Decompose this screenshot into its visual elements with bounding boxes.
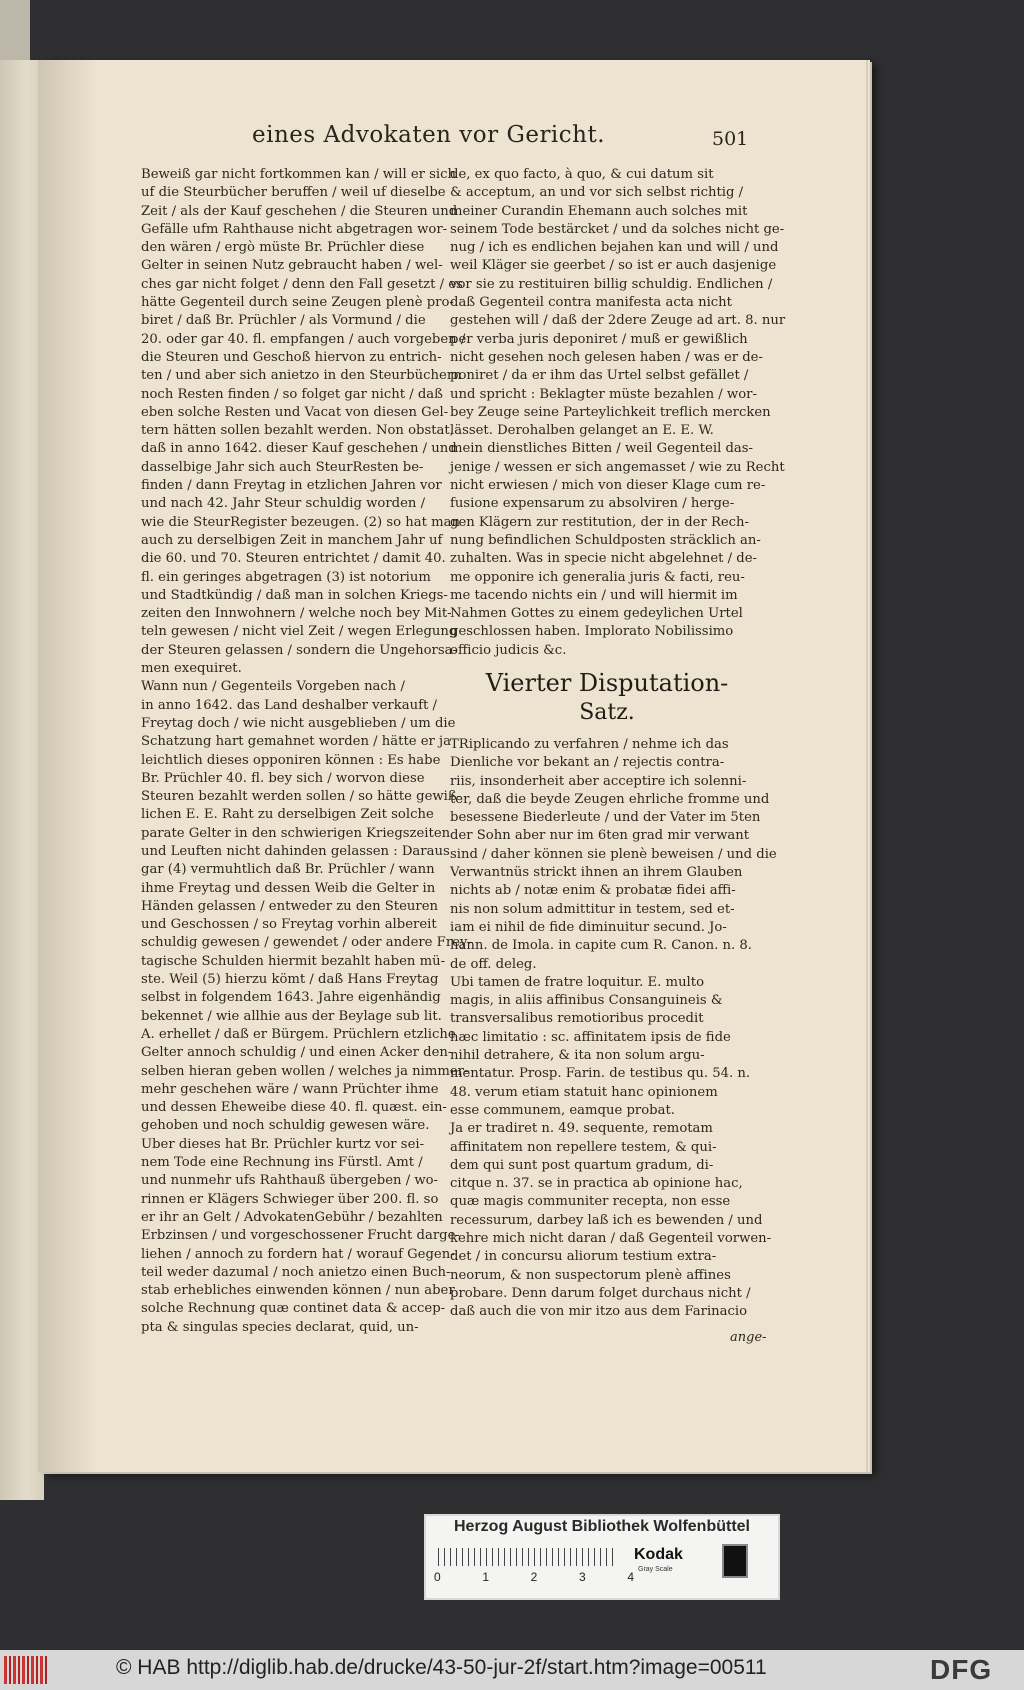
section-heading-line1: Vierter Disputation- [485,669,729,697]
text-line: und dessen Eheweibe diese 40. fl. quæst. ein- [141,1100,447,1116]
text-line: 48. verum etiam statuit hanc opinionem [450,1084,718,1100]
text-line: liehen / annoch zu fordern hat / worauf Gegen- [141,1246,455,1262]
text-line: geschlossen haben. Implorato Nobilissimo [450,624,734,640]
text-line: Br. Prüchler 40. fl. bey sich / worvon diese [141,770,425,786]
text-line: auch zu derselbigen Zeit in manchem Jahr uf [141,532,443,548]
text-line: er ihr an Gelt / AdvokatenGebühr / bezahlten [141,1209,443,1225]
text-line: probare. Denn darum folget durchaus nicht / [450,1285,751,1301]
text-line: besessene Biederleute / und der Vater im 5ten [450,810,761,826]
text-line: solche Rechnung quæ continet data & accep- [141,1301,446,1317]
text-line: zuhalten. Was in specie nicht abgelehnet / de- [450,551,758,567]
ruler-number: 4 [627,1570,634,1584]
ruler-brand: Kodak [634,1546,683,1563]
page-gutter-shade [38,60,98,1472]
text-line: und Geschossen / so Freytag vorhin albereit [141,917,437,933]
text-line: uf die Steurbücher beruffen / weil uf dieselbe [141,185,446,201]
text-line: Gelter annoch schuldig / und einen Acker den- [141,1045,453,1061]
text-line: tern hätten sollen bezahlt werden. Non obstat, [141,423,454,439]
text-line: ten / und aber sich anietzo in den Steurbüchern [141,368,462,384]
text-line: parate Gelter in den schwierigen Kriegszeiten [141,825,451,841]
text-line: det / in concursu aliorum testium extra- [450,1249,717,1265]
text-line: A. erhellet / daß er Bürgem. Prüchlern etzliche [141,1026,456,1042]
text-line: gar (4) vermuhtlich daß Br. Prüchler / wann [141,862,435,878]
text-line: recessurum, darbey laß ich es bewenden / und [450,1212,763,1228]
text-line: ste. Weil (5) hierzu kömt / daß Hans Freytag [141,972,439,988]
text-line: ter, daß die beyde Zeugen ehrliche fromme und [450,791,770,807]
text-line: kehre mich nicht daran / daß Gegenteil vorwen- [450,1231,772,1247]
text-line: lässet. Derohalben gelanget an E. E. W. [450,423,714,439]
ruler-number: 1 [482,1570,490,1584]
text-line: Gelter in seinen Nutz gebraucht haben / wel- [141,258,443,274]
text-line: Verwantnüs strickt ihnen an ihrem Glauben [450,865,743,881]
text-line: & acceptum, an und vor sich selbst richtig / [450,185,744,201]
text-line: daß auch die von mir itzo aus dem Farinacio [450,1304,748,1320]
footer-bar [0,1650,1024,1690]
text-line: der Steuren gelassen / sondern die Ungehorsa- [141,642,457,658]
ruler-number: 3 [578,1570,586,1584]
text-line: magis, in aliis affinibus Consanguineis & [450,993,723,1009]
text-line: tagische Schulden hiermit bezahlt haben mü- [141,953,446,969]
text-line: transversalibus remotioribus procedit [450,1011,704,1027]
text-line: und nach 42. Jahr Steur schuldig worden / [141,496,426,512]
text-line: hätte Gegenteil durch seine Zeugen plenè pro- [141,295,454,311]
text-line: dem qui sunt post quartum gradum, di- [450,1157,714,1173]
text-line: nung befindlichen Schuldposten sträcklich an- [450,532,761,548]
text-line: Nahmen Gottes zu einem gedeylichen Urtel [450,606,743,622]
text-line: mehr geschehen wäre / wann Prüchter ihme [141,1081,439,1097]
text-line: den wären / ergò müste Br. Prüchler diese [141,240,425,256]
text-line: Steuren bezahlt werden sollen / so hätte gewiß- [141,789,462,805]
text-line: fusione expensarum zu absolviren / herge- [450,496,735,512]
text-line: Erbzinsen / und vorgeschossener Frucht darge- [141,1228,460,1244]
left-page-strip [0,0,30,60]
text-line: und spricht : Beklagter müste bezahlen / wor- [450,386,757,402]
text-line: weil Kläger sie geerbet / so ist er auch dasjenige [450,258,777,274]
text-line: Schatzung hart gemahnet worden / hätte er ja [141,734,451,750]
text-line: seinem Tode bestärcket / und da solches nicht ge- [450,221,785,237]
text-line: Beweiß gar nicht fortkommen kan / will er sich [141,167,457,182]
text-line: poniret / da er ihm das Urtel selbst gefället / [450,368,749,384]
ruler-number: 0 [434,1570,441,1584]
text-line: hann. de Imola. in capite cum R. Canon. n. 8. [450,938,752,954]
text-line: 20. oder gar 40. fl. empfangen / auch vorgeben / [141,331,466,347]
text-line: Freytag doch / wie nicht ausgeblieben / um die [141,715,456,731]
text-line: der Sohn aber nur im 6ten grad mir verwant [450,828,750,844]
text-line: fl. ein geringes abgetragen (3) ist notorium [141,569,431,585]
text-line: de off. deleg. [450,956,537,972]
text-line: officio judicis &c. [450,642,567,658]
text-line: Ubi tamen de fratre loquitur. E. multo [450,974,705,990]
text-line: neorum, & non suspectorum plenè affines [450,1267,731,1283]
text-line: me tacendo nichts ein / und will hiermit im [450,587,738,603]
text-line: gestehen will / daß der 2dere Zeuge ad art. 8. nur [450,313,786,329]
text-line: vor sie zu restituiren billig schuldig. Endlichen / [450,276,773,292]
text-line: zeiten den Innwohnern / welche noch bey Mit- [141,606,452,622]
text-line: citque n. 37. se in practica ab opinione hac, [450,1176,743,1192]
text-line: bekennet / wie allhie aus der Beylage sub lit. [141,1008,442,1024]
text-line: selbst in folgendem 1643. Jahre eigenhändig [141,990,441,1006]
text-line: mentatur. Prosp. Farin. de testibus qu. 54. n. [450,1066,751,1082]
text-line: hæc limitatio : sc. affinitatem ipsis de fide [450,1029,731,1045]
text-line: nicht erwiesen / mich von dieser Klage cum re- [450,478,766,494]
text-line: stab erhebliches einwenden können / nun aber [141,1283,455,1299]
section-heading [478,668,736,728]
text-line: Ja er tradiret n. 49. sequente, remotam [450,1121,713,1137]
text-line: affinitatem non repellere testem, & qui- [450,1139,717,1155]
text-line: iam ei nihil de fide diminuitur secund. Jo- [450,919,727,935]
text-line: noch Resten finden / so folget gar nicht / daß [141,386,443,402]
text-line: Händen gelassen / entweder zu den Steuren [141,898,439,914]
color-scale-ruler [424,1514,780,1600]
text-line: die Steuren und Geschoß hiervon zu entrich- [141,349,442,365]
text-line: Zeit / als der Kauf geschehen / die Steuren und [141,203,458,219]
text-line: mein dienstliches Bitten / weil Gegenteil das- [450,441,754,457]
text-line: TRiplicando zu verfahren / nehme ich das [450,737,729,752]
text-line: riis, insonderheit aber acceptire ich solenni- [450,773,747,789]
text-line: ihme Freytag und dessen Weib die Gelter in [141,880,436,896]
text-line: daß in anno 1642. dieser Kauf geschehen / und [141,441,457,457]
text-line: pta & singulas species declarat, quid, un- [141,1319,419,1335]
gray-swatch [722,1544,748,1578]
text-line: gehoben und noch schuldig gewesen wäre. [141,1118,430,1134]
text-line: daß Gegenteil contra manifesta acta nicht [450,295,732,311]
text-line: bey Zeuge seine Parteylichkeit treflich mercken [450,404,771,420]
text-line: esse communem, eamque probat. [450,1102,675,1118]
ruler-title: Herzog August Bibliothek Wolfenbüttel [454,1518,750,1535]
text-line: schuldig gewesen / gewendet / oder andere Frey- [141,935,472,951]
right-column-upper [450,166,786,660]
text-line: finden / dann Freytag in etzlichen Jahren vor [141,478,442,494]
text-line: rinnen er Klägers Schwieger über 200. fl. so [141,1191,439,1207]
text-line: biret / daß Br. Prüchler / als Vormund / die [141,313,426,329]
ruler-brand-sub: Gray Scale [638,1566,673,1573]
text-line: de, ex quo facto, à quo, & cui datum sit [450,167,714,182]
left-column [141,166,472,1337]
footer-barcode-icon [4,1656,48,1684]
text-line: meiner Curandin Ehemann auch solches mit [450,203,748,219]
text-line: eben solche Resten und Vacat von diesen Gel- [141,404,449,420]
text-line: sind / daher können sie plenè beweisen / und die [450,846,777,862]
text-line: nem Tode eine Rechnung ins Fürstl. Amt / [141,1155,423,1171]
text-line: Dienliche vor bekant an / rejectis contra- [450,755,725,771]
ruler-numbers [434,1570,634,1584]
text-line: nihil detrahere, & ita non solum argu- [450,1048,705,1064]
text-line: Wann nun / Gegenteils Vorgeben nach / [141,679,405,695]
text-line: Gefälle ufm Rahthause nicht abgetragen wor- [141,221,448,237]
text-line: teln gewesen / nicht viel Zeit / wegen Erlegung [141,624,458,640]
text-line: nichts ab / notæ enim & probatæ fidei affi- [450,883,736,899]
section-heading-line2: Satz. [579,700,635,725]
right-column-lower [450,736,777,1322]
footer-logo: DFG [930,1654,993,1685]
page-number: 501 [712,128,749,150]
text-line: gen Klägern zur restitution, der in der Rech- [450,514,750,530]
text-line: und Stadtkündig / daß man in solchen Kriegs- [141,587,448,603]
text-line: und nunmehr ufs Rahthauß übergeben / wo- [141,1173,439,1189]
text-line: nug / ich es endlichen bejahen kan und will / und [450,240,779,256]
text-line: per verba juris deponiret / muß er gewißlich [450,331,748,347]
text-line: lichen E. E. Raht zu derselbigen Zeit solche [141,807,434,823]
ruler-number: 2 [530,1570,538,1584]
text-line: men exequiret. [141,661,242,677]
running-head: eines Advokaten vor Gericht. [252,122,606,148]
text-line: nicht gesehen noch gelesen haben / was er de- [450,349,763,365]
text-line: in anno 1642. das Land deshalber verkauft / [141,697,437,713]
text-line: die 60. und 70. Steuren entrichtet / damit 40. [141,551,446,567]
text-line: nis non solum admittitur in testem, sed et- [450,901,735,917]
text-line: ches gar nicht folget / denn den Fall gesetzt / es [141,276,463,292]
text-line: leichtlich dieses opponiren können : Es habe [141,752,441,768]
text-line: dasselbige Jahr sich auch SteurResten be- [141,459,424,475]
text-line: selben hieran geben wollen / welches ja nimmer- [141,1063,469,1079]
ruler-scale-ticks [438,1548,618,1566]
text-line: quæ magis communiter recepta, non esse [450,1194,731,1210]
footer-copyright-link[interactable]: © HAB http://diglib.hab.de/drucke/43-50-jur-2f/start.htm?image=00511 [116,1656,767,1679]
text-line: teil weder dazumal / noch anietzo einen Buch- [141,1264,451,1280]
text-line: und Leuften nicht dahinden gelassen : Daraus [141,843,450,859]
text-line: jenige / wessen er sich angemasset / wie zu Recht [450,459,785,475]
text-line: me opponire ich generalia juris & facti, reu- [450,569,745,585]
text-line: wie die SteurRegister bezeugen. (2) so hat man [141,514,460,530]
text-line: Uber dieses hat Br. Prüchler kurtz vor sei- [141,1136,425,1152]
catchword: ange- [730,1330,767,1345]
